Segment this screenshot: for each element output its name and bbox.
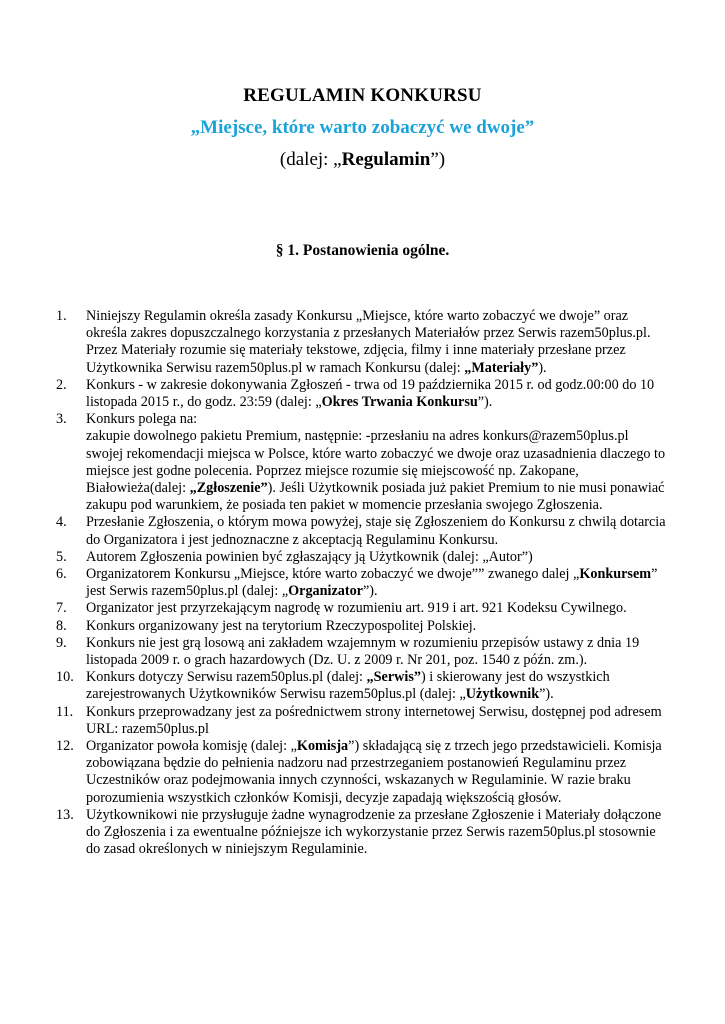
list-item-text bbox=[86, 514, 666, 548]
text-run: ). Jeśli Użytkownik posiada już pakiet Premium to nie musi ponawiać zakupu pod warunkiem, że posiada ten pakiet w momencie przesłania swojego Zgłoszenia. bbox=[86, 480, 665, 514]
alias-term: Regulamin bbox=[341, 149, 431, 170]
list-item bbox=[56, 618, 666, 635]
defined-term: Organizator bbox=[288, 583, 363, 600]
list-item-number: 5. bbox=[56, 548, 67, 565]
defined-term: „Zgłoszenie” bbox=[189, 480, 268, 497]
text-run: Organizatorem Konkursu „Miejsce, które warto zobaczyć we dwoje”” zwanego dalej „ bbox=[86, 566, 580, 583]
list-item bbox=[56, 738, 666, 807]
defined-term: Użytkownik bbox=[465, 686, 540, 703]
text-run: ”). bbox=[477, 394, 493, 411]
list-item-text bbox=[86, 704, 666, 738]
list-item-text bbox=[86, 377, 666, 411]
list-item bbox=[56, 308, 666, 377]
list-item-number: 4. bbox=[56, 514, 67, 531]
text-run: ) i skierowany jest do wszystkich zarejestrowanych Użytkowników Serwisu razem50plus.pl (dalej: „ bbox=[86, 669, 610, 703]
list-item-text bbox=[86, 600, 666, 617]
document-alias bbox=[0, 149, 725, 171]
list-item-number: 1. bbox=[56, 308, 67, 324]
list-item bbox=[56, 566, 666, 600]
list-item-text bbox=[86, 807, 666, 859]
defined-term: Okres Trwania Konkursu bbox=[321, 394, 478, 411]
list-item-number: 9. bbox=[56, 634, 67, 651]
defined-term: „Serwis” bbox=[366, 669, 421, 686]
text-run: Organizator powoła komisję (dalej: „ bbox=[86, 738, 297, 755]
defined-term: „Materiały” bbox=[464, 359, 539, 376]
text-run: Konkurs przeprowadzany jest za pośrednictwem strony internetowej Serwisu, dostępnej pod adresem URL: razem50plus.pl bbox=[86, 703, 662, 737]
list-item bbox=[56, 377, 666, 411]
list-item-number: 8. bbox=[56, 617, 67, 634]
list-item-text bbox=[86, 549, 666, 566]
text-run: zakupie dowolnego pakietu Premium, następnie: -przesłaniu na adres konkurs@razem50plus.pl swojej rekomendacji miejsca w Polsce, które warto zobaczyć we dwoje oraz uzasadnienia dlaczego to miejsce jest godne polecenia. Poprzez miejsce rozumie się miejscowość np. Zakopane, Białowieża(dalej: bbox=[86, 428, 666, 497]
text-run: Autorem Zgłoszenia powinien być zgłaszający ją Użytkownik (dalej: „Autor”) bbox=[86, 548, 533, 565]
text-run: ”). bbox=[362, 583, 378, 600]
text-run: Konkurs nie jest grą losową ani zakładem wzajemnym w rozumieniu przepisów ustawy z dnia 19 listopada 2009 r. o grach hazardowych (Dz. U. z 2009 r. Nr 201, poz. 1540 z późn. zm.). bbox=[86, 634, 640, 669]
text-run: ” jest Serwis razem50plus.pl (dalej: „ bbox=[86, 566, 658, 600]
defined-term: Komisja bbox=[296, 738, 349, 755]
text-run: Organizator jest przyrzekającym nagrodę w rozumieniu art. 919 i art. 921 Kodeksu Cywilnego. bbox=[86, 600, 627, 617]
list-item-number: 2. bbox=[56, 376, 67, 393]
list-item-number: 10. bbox=[56, 669, 74, 686]
text-run: Konkurs - w zakresie dokonywania Zgłoszeń - trwa od 19 października 2015 r. od godz.00:00 do 10 listopada 2015 r., do godz. 23:59 (dalej: „ bbox=[86, 376, 655, 411]
text-run: ”). bbox=[539, 686, 554, 703]
text-run: ”) składającą się z trzech jego przedstawicieli. Komisja zobowiązana będzie do pełnienia nadzoru nad przestrzeganiem postanowień Regulaminu przez Uczestników oraz podejmowania innych czynności, wskazanych w Regulaminie. W razie braku porozumienia wszystkich członków Komisji, decyzje zapadają większością głosów. bbox=[86, 738, 662, 806]
alias-suffix: ”) bbox=[430, 149, 446, 170]
alias-prefix: (dalej: „ bbox=[279, 149, 342, 170]
list-item-number: 12. bbox=[56, 738, 74, 755]
list-item-number: 3. bbox=[56, 411, 67, 428]
document-title: REGULAMIN KONKURSU bbox=[243, 85, 482, 106]
list-item bbox=[56, 635, 666, 669]
list-item-text bbox=[86, 618, 666, 635]
list-item-number: 13. bbox=[56, 806, 74, 823]
text-run: Konkurs polega na: bbox=[86, 411, 198, 428]
text-run: Przesłanie Zgłoszenia, o którym mowa powyżej, staje się Zgłoszeniem do Konkursu z chwilą dotarcia do Organizatora i jest jednoznaczne z akceptacją Regulaminu Konkursu. bbox=[86, 514, 666, 548]
list-item-number: 7. bbox=[56, 600, 67, 617]
list-item-text bbox=[86, 669, 666, 703]
list-item bbox=[56, 704, 666, 738]
contest-name: „Miejsce, które warto zobaczyć we dwoje” bbox=[190, 117, 535, 138]
defined-term: Konkursem bbox=[579, 566, 652, 583]
text-run: ). bbox=[538, 359, 547, 376]
list-item bbox=[56, 807, 666, 859]
list-item bbox=[56, 514, 666, 548]
text-run: Konkurs organizowany jest na terytorium Rzeczypospolitej Polskiej. bbox=[86, 617, 477, 634]
list-item bbox=[56, 411, 666, 514]
text-run: Użytkownikowi nie przysługuje żadne wynagrodzenie za przesłane Zgłoszenie i Materiały dołączone do Zgłoszenia i za ewentualne późniejsze ich wykorzystanie przez Serwis razem50plus.pl stosownie do zasad określonych w niniejszym Regulaminie. bbox=[86, 806, 662, 858]
section-heading: § 1. Postanowienia ogólne. bbox=[275, 242, 450, 259]
list-item-number: 11. bbox=[56, 703, 74, 720]
list-item bbox=[56, 600, 666, 617]
list-item-text bbox=[86, 738, 666, 807]
list-item-number: 6. bbox=[56, 566, 67, 583]
list-item-text bbox=[86, 566, 666, 600]
list-item-text bbox=[86, 411, 666, 514]
text-run: Konkurs dotyczy Serwisu razem50plus.pl (dalej: bbox=[86, 669, 367, 686]
list-item-text bbox=[86, 308, 666, 377]
text-run: Niniejszy Regulamin określa zasady Konkursu „Miejsce, które warto zobaczyć we dwoje” oraz określa zakres dopuszczalnego korzystania z przesłanych Materiałów przez Serwis razem50plus.pl. Przez Materiały rozumie się materiały tekstowe, zdjęcia, filmy i inne materiały przesłane przez Użytkownika Serwisu razem50plus.pl w ramach Konkursu (dalej: bbox=[86, 308, 651, 376]
list-item bbox=[56, 669, 666, 703]
provisions-list bbox=[56, 308, 666, 859]
list-item bbox=[56, 549, 666, 566]
list-item-text bbox=[86, 635, 666, 669]
